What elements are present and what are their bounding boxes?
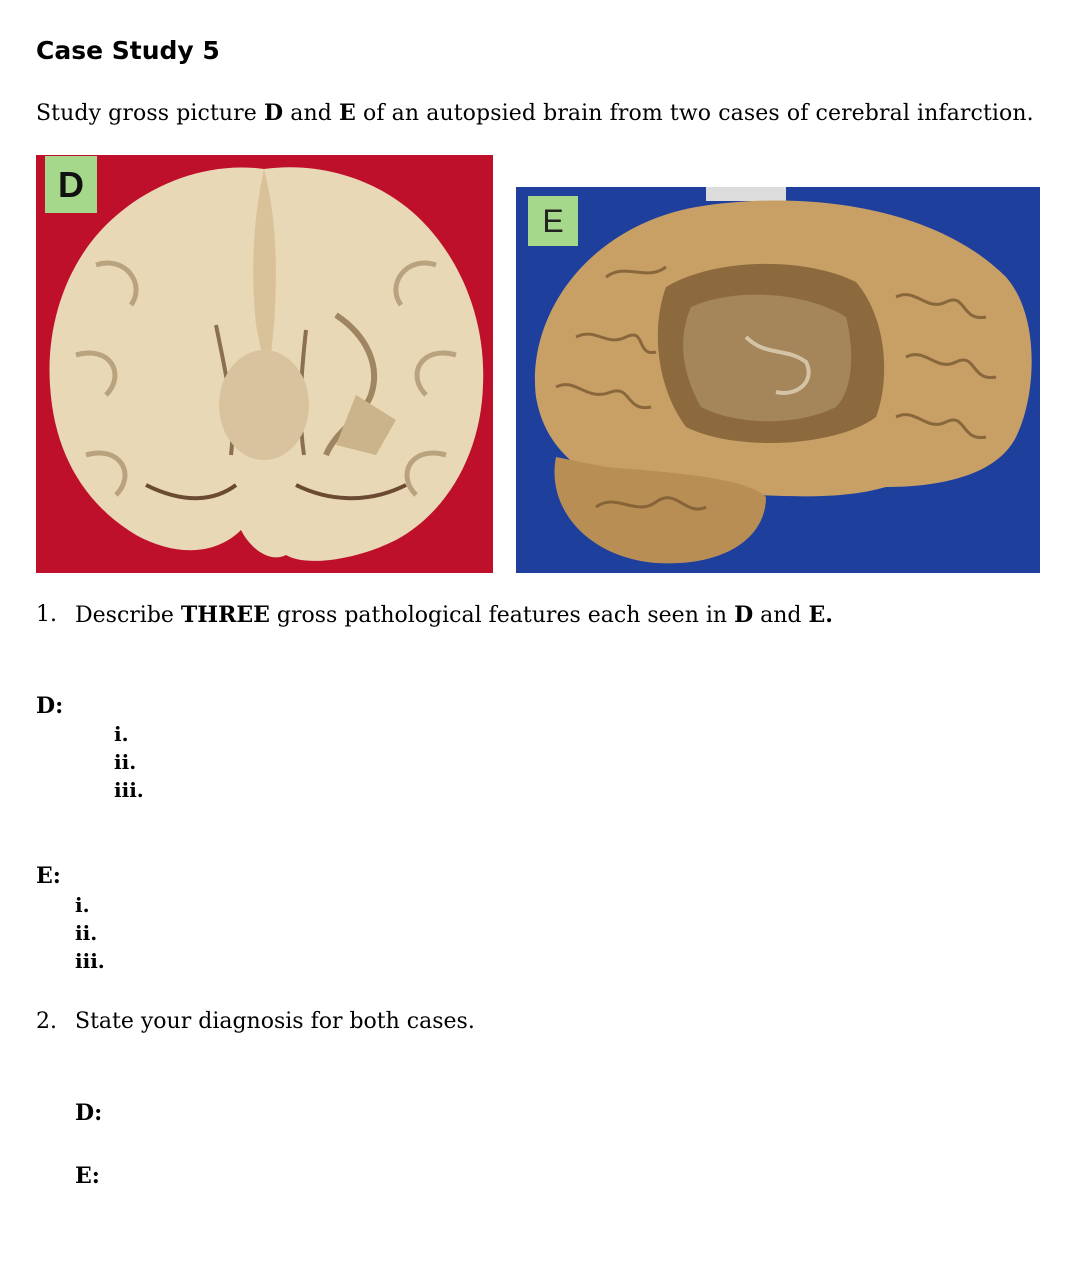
q1-middle: gross pathological features each seen in <box>269 603 735 628</box>
intro-letter-d: D <box>263 100 284 126</box>
answer-d-item-2: ii. <box>114 750 137 774</box>
answer-d-item-3: iii. <box>114 778 144 802</box>
q1-letter-d: D <box>734 602 754 628</box>
answer-e-item-2: ii. <box>75 921 98 945</box>
answer-e-list <box>75 891 105 975</box>
question-1-number: 1. <box>36 602 57 627</box>
q1-emphasis: THREE <box>180 602 270 628</box>
q1-letter-e: E. <box>808 602 833 628</box>
figure-e-label: E <box>528 196 578 246</box>
figure-e-image <box>516 187 1040 573</box>
figure-d-label: D <box>45 156 97 213</box>
figure-d-image <box>36 155 493 573</box>
q1-prefix: Describe <box>75 603 181 628</box>
answer-e-item-3: iii. <box>75 949 105 973</box>
diagnosis-e-label: E: <box>75 1163 100 1189</box>
question-1-text <box>75 602 833 628</box>
diagnosis-d-label: D: <box>75 1100 103 1126</box>
answer-e-label: E: <box>36 863 61 889</box>
answer-d-item-1: i. <box>114 722 129 746</box>
answer-d-label: D: <box>36 693 64 719</box>
answer-e-item-1: i. <box>75 893 90 917</box>
q1-and: and <box>753 603 809 628</box>
intro-suffix: of an autopsied brain from two cases of cerebral infarction. <box>355 101 1034 126</box>
answer-d-list <box>114 720 144 804</box>
intro-prefix: Study gross picture <box>36 101 264 126</box>
intro-letter-e: E <box>339 100 356 126</box>
question-2-number: 2. <box>36 1009 57 1034</box>
intro-middle: and <box>283 101 340 126</box>
question-2-text: State your diagnosis for both cases. <box>75 1009 475 1034</box>
page-title: Case Study 5 <box>36 36 220 65</box>
intro-paragraph <box>36 100 1034 126</box>
